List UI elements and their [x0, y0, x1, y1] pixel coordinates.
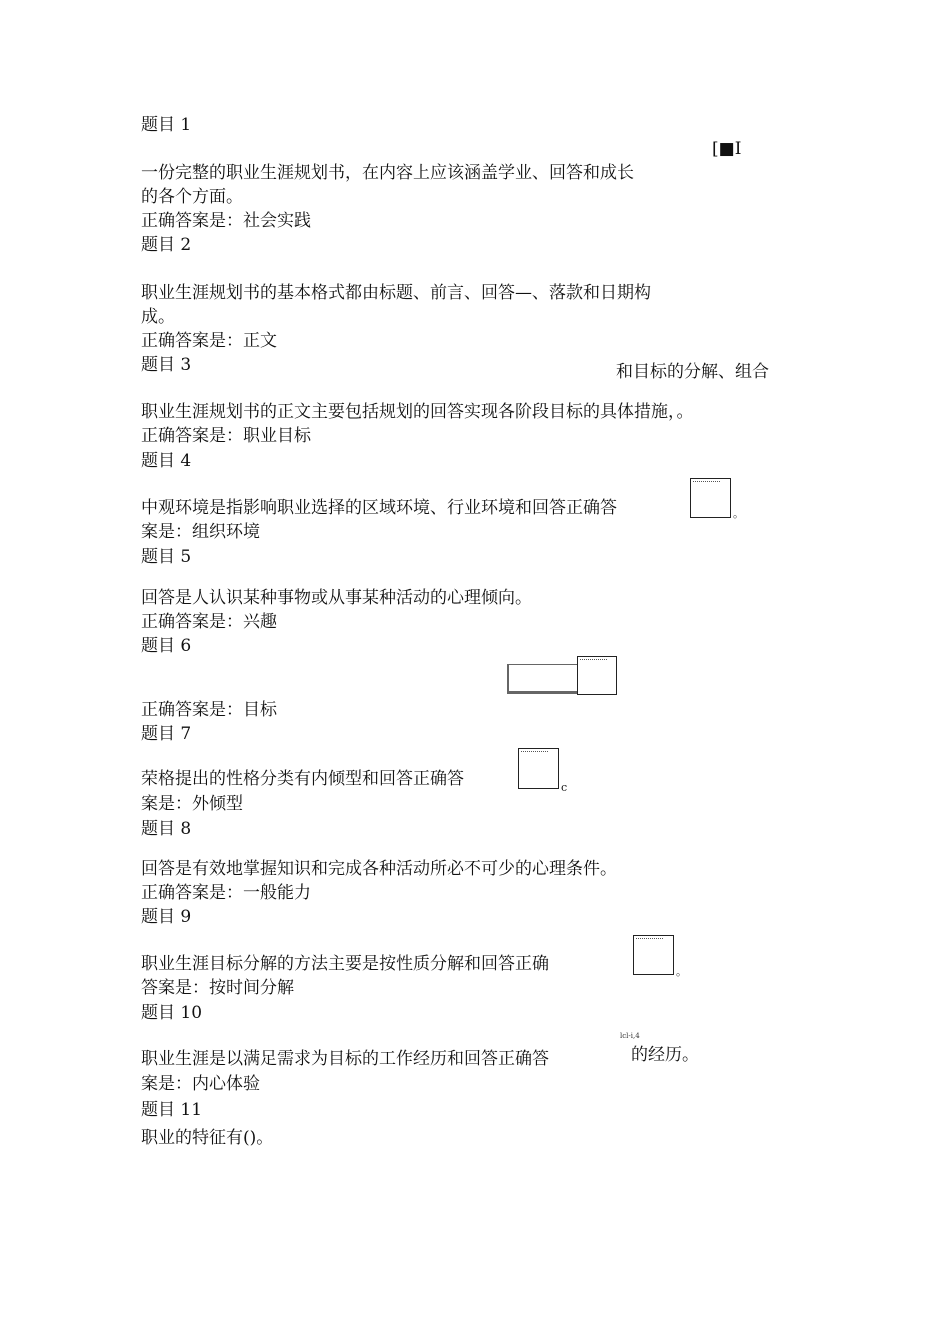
question-1-answer: 正确答案是：社会实践: [141, 211, 311, 231]
question-10-title: 题目 10: [141, 1003, 203, 1023]
answer-image-box: [518, 748, 559, 789]
question-10-answer: 案是：内心体验: [141, 1074, 260, 1094]
question-6-title: 题目 6: [141, 636, 192, 656]
question-9-title: 题目 9: [141, 907, 192, 927]
question-4-end: 。: [733, 507, 744, 520]
question-11-title: 题目 11: [141, 1100, 203, 1120]
question-3-text: 职业生涯规划书的正文主要包括规划的回答实现各阶段目标的具体措施，。: [141, 402, 694, 422]
question-9-end: 。: [676, 965, 687, 978]
question-1-text-cont: 的各个方面。: [141, 187, 243, 207]
question-9-answer: 答案是：按时间分解: [141, 978, 294, 998]
question-8-title: 题目 8: [141, 819, 192, 839]
question-2-text: 职业生涯规划书的基本格式都由标题、前言、回答—、落款和日期构: [141, 283, 651, 303]
question-4-title: 题目 4: [141, 451, 192, 471]
question-2-text-cont: 成。: [141, 307, 175, 327]
question-5-answer: 正确答案是：兴趣: [141, 612, 277, 632]
question-5-text: 回答是人认识某种事物或从事某种活动的心理倾向。: [141, 588, 532, 608]
question-7-text: 荣格提出的性格分类有内倾型和回答正确答: [141, 769, 464, 789]
question-4-text: 中观环境是指影响职业选择的区域环境、行业环境和回答正确答: [141, 498, 617, 518]
question-4-answer: 案是：组织环境: [141, 522, 260, 542]
question-3-answer: 正确答案是：职业目标: [141, 426, 311, 446]
question-10-tiny-text: lcl-i,4: [620, 1032, 640, 1040]
question-3-title: 题目 3: [141, 355, 192, 375]
question-5-title: 题目 5: [141, 547, 192, 567]
question-8-answer: 正确答案是：一般能力: [141, 883, 311, 903]
question-1-text: 一份完整的职业生涯规划书，在内容上应该涵盖学业、回答和成长: [141, 163, 634, 183]
question-11-text: 职业的特征有()。: [141, 1128, 274, 1148]
question-9-text: 职业生涯目标分解的方法主要是按性质分解和回答正确: [141, 954, 549, 974]
question-2-answer: 正确答案是：正文: [141, 331, 277, 351]
answer-image-box: [633, 935, 674, 975]
question-7-answer: 案是：外倾型: [141, 794, 243, 814]
question-10-side-text: 的经历。: [631, 1045, 699, 1065]
answer-image-box: [577, 656, 617, 695]
question-2-title: 题目 2: [141, 235, 192, 255]
answer-image-box: [690, 478, 731, 518]
question-10-text: 职业生涯是以满足需求为目标的工作经历和回答正确答: [141, 1049, 549, 1069]
question-6-answer: 正确答案是：目标: [141, 700, 277, 720]
question-7-end: c: [561, 781, 568, 794]
question-1-title: 题目 1: [141, 115, 192, 135]
question-3-side-text: 和目标的分解、组合: [616, 362, 769, 382]
question-7-title: 题目 7: [141, 724, 192, 744]
blank-input-image: [507, 664, 579, 694]
marker-text: [■I: [712, 139, 742, 159]
question-8-text: 回答是有效地掌握知识和完成各种活动所必不可少的心理条件。: [141, 859, 617, 879]
